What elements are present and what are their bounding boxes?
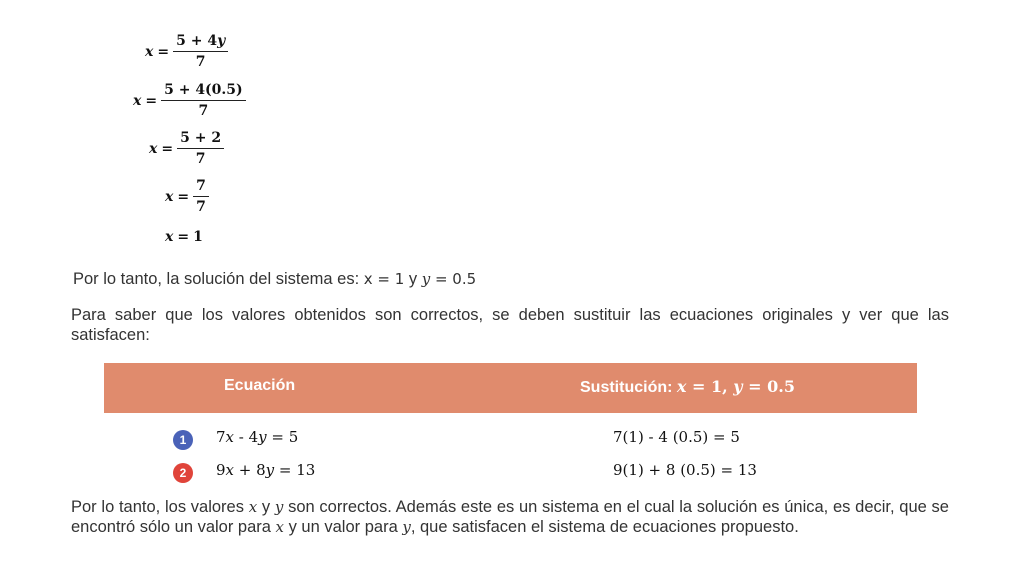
equals-sign: =: [177, 229, 190, 245]
derivation-step-3: [149, 130, 224, 167]
derivation-step-4: [165, 178, 209, 215]
solution-sentence: [73, 269, 476, 289]
derivation-step-2: [133, 82, 246, 119]
header-x-value: = 1,: [686, 377, 734, 396]
header-var-y: y: [733, 377, 743, 396]
math-var: x: [275, 518, 285, 536]
substitution-label: Sustitución:: [580, 379, 677, 396]
numerator: [173, 33, 228, 52]
equals-sign: =: [145, 92, 158, 109]
derivation-step-5: [165, 229, 203, 245]
conclusion-text: Por lo tanto, los valores: [71, 498, 249, 516]
conclusion-paragraph: [71, 497, 949, 537]
var: y: [265, 461, 275, 479]
row-number-badge: 2: [173, 463, 193, 483]
coef: - 4: [234, 428, 259, 446]
solution-join: y: [404, 270, 422, 288]
table-header: [104, 363, 917, 413]
derivation-step-1: [145, 33, 228, 70]
solution-x: x = 1: [363, 270, 405, 288]
equation-cell: [216, 428, 298, 446]
verify-paragraph: Para saber que los valores obtenidos son correctos, se deben sustituir las ecuaciones originales y ver que las satisfacen:: [71, 306, 949, 344]
variable-x: x: [133, 92, 142, 109]
math-var: y: [274, 498, 284, 516]
header-y-value: = 0.5: [742, 377, 795, 396]
numerator: 5 + 2: [177, 130, 224, 149]
solution-y-var: y: [421, 270, 431, 288]
var: y: [258, 428, 267, 446]
conclusion-text: y un valor para: [284, 518, 403, 536]
result-value: 1: [193, 229, 203, 245]
coef: 9: [216, 461, 226, 479]
fraction: [193, 178, 209, 215]
row-number-badge: 1: [173, 430, 193, 450]
substitution-cell: 7(1) - 4 (0.5) = 5: [613, 428, 740, 446]
equals-sign: =: [161, 140, 174, 157]
column-header-substitution: [580, 377, 795, 397]
solution-text: Por lo tanto, la solución del sistema es:: [73, 270, 364, 288]
var: x: [225, 428, 235, 446]
fraction: [177, 130, 224, 167]
solution-y-value: = 0.5: [430, 270, 477, 288]
rhs: = 5: [266, 428, 299, 446]
denominator: 7: [198, 103, 209, 119]
substitution-cell: 9(1) + 8 (0.5) = 13: [613, 461, 757, 479]
coef: + 8: [234, 461, 266, 479]
math-var: y: [402, 518, 411, 536]
variable-x: x: [145, 43, 154, 60]
numerator: 7: [193, 178, 209, 197]
numerator-text: 5 + 4: [176, 33, 218, 49]
variable-x: x: [165, 229, 174, 245]
substitution-values: [677, 377, 795, 396]
denominator: 7: [196, 199, 206, 215]
column-header-equation: Ecuación: [224, 377, 296, 394]
fraction: [173, 33, 228, 70]
equation-cell: [216, 461, 315, 479]
conclusion-text: y: [257, 498, 275, 516]
header-var-x: x: [676, 377, 687, 396]
variable-x: x: [165, 188, 174, 205]
coef: 7: [216, 428, 226, 446]
math-var: x: [248, 498, 258, 516]
conclusion-text: , que satisfacen el sistema de ecuaciones propuesto.: [410, 518, 799, 536]
denominator: 7: [195, 151, 206, 167]
fraction: [161, 82, 246, 119]
conclusion-text: son correctos. Además este es un sistema en el cual la solución es única, es decir, que se encontró sólo un valor para: [71, 498, 949, 536]
denominator: 7: [195, 54, 206, 70]
var: x: [225, 461, 235, 479]
numerator: 5 + 4(0.5): [161, 82, 246, 101]
variable-x: x: [149, 140, 158, 157]
equals-sign: =: [177, 188, 190, 205]
rhs: = 13: [274, 461, 316, 479]
equals-sign: =: [157, 43, 170, 60]
numerator-variable: y: [217, 33, 226, 49]
